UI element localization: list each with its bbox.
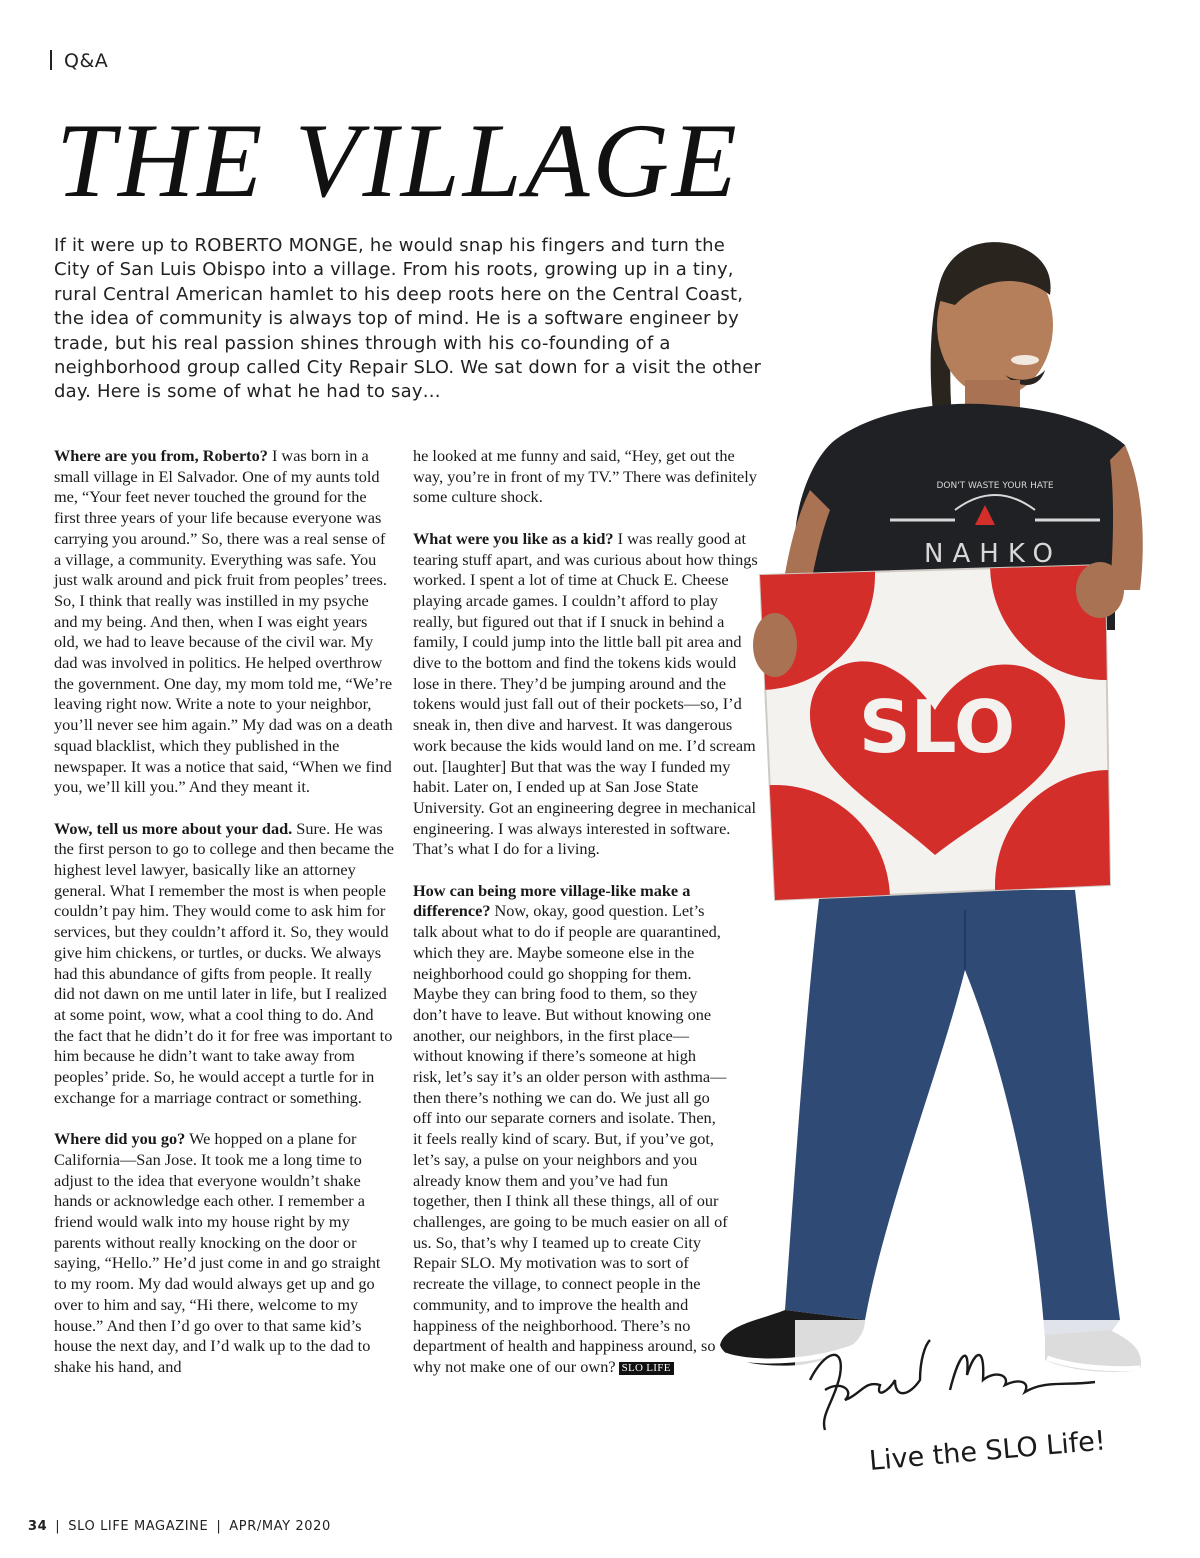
qa-paragraph-continued [413, 446, 758, 508]
footer-divider: | [55, 1519, 61, 1534]
page-footer [28, 1519, 331, 1534]
portrait-photo [715, 70, 1175, 1500]
issue-date: APR/MAY 2020 [229, 1519, 331, 1534]
signature-name: Roberto Monge [949, 1403, 1061, 1419]
section-divider [50, 50, 52, 70]
qa-paragraph [54, 819, 394, 1109]
qa-paragraph [54, 1129, 394, 1377]
question: Wow, tell us more about your dad. [54, 818, 293, 838]
answer: I was really good at tearing stuff apart, and was curious about how things worked. I spent a lot of time at Chuck E. Cheese playing arcade games. I couldn’t afford to play really, but figured out that if I snuck in behind a family, I could jump into the little ball pit area and dive to the bottom and find the tokens kids would lose in there. They’d be jumping around and the tokens would just fall out of their pockets—so, I’d sneak in, then dive and harvest. It was dangerous work because the kids would land on me. I’d scream out. [laughter] But that was the way I funded my habit. Later on, I ended up at San Jose State University. Got an engineering degree in mechanical engineering. I was always interested in software. That’s what I do for a living. [413, 528, 758, 859]
shirt-slogan: DON'T WASTE YOUR HATE [936, 481, 1054, 491]
question: What were you like as a kid? [413, 528, 614, 548]
article-column-right [413, 446, 758, 1398]
footer-divider: | [216, 1519, 222, 1534]
qa-paragraph [413, 881, 728, 1378]
end-mark-logo: SLO LIFE [619, 1362, 674, 1375]
question: Where are you from, Roberto? [54, 446, 268, 465]
signature-tagline: Live the SLO Life! [867, 1425, 1107, 1477]
qa-paragraph [413, 529, 758, 860]
answer: Sure. He was the first person to go to college and then became the highest level lawyer, basically like an attorney general. What I remember the most is when people couldn’t pay him. They would come to ask him for services, but they couldn’t afford it. So, they would give him chickens, or turtles, or ducks. We always had this abundance of gifts from people. It really did not dawn on me until later in life, but I realized at some point, wow, what a cool thing to do. And the fact that he didn’t do it for free was important to him because he didn’t want to take away from peoples’ pride. So, he would accept a turtle for in exchange for a marriage contract or something. [54, 818, 394, 1107]
signature [795, 1320, 1155, 1500]
sign-text: SLO [858, 685, 1016, 769]
answer: I was born in a small village in El Salvador. One of my aunts told me, “Your feet never touched the ground for the first three years of your life because everyone was carrying you around.” So, there was a real sense of a village, a community. Everything was safe. You just walk around and pick fruit from peoples’ trees. So, I think that really was instilled in my psyche and my being. And then, when I was eight years old, we had to leave because of the civil war. My dad was involved in politics. He helped overthrow the government. One day, my mom told me, “We’re leaving right now. Write a note to your neighbor, you’ll never see him again.” My dad was on a death squad blacklist, which they published in the newspaper. It was a notice that said, “When we find you, we’ll kill you.” And they meant it. [54, 446, 393, 797]
page-number: 34 [28, 1519, 48, 1534]
answer: he looked at me funny and said, “Hey, get out the way, you’re in front of my TV.” There was definitely some culture shock. [413, 446, 757, 507]
magazine-name: SLO LIFE MAGAZINE [68, 1519, 209, 1534]
answer: Now, okay, good question. Let’s talk about what to do if people are quarantined, which they are. Maybe someone else in the neighborhood could go shopping for them. Maybe they can bring food to them, so they don’t have to leave. But without knowing one another, our neighbors, in the first place—without knowing if there’s someone at high risk, let’s say it’s an older person with asthma—then there’s nothing we can do. We just all go off into our separate corners and isolate. Then, it feels really kind of scary. But, if you’ve got, let’s say, a pulse on your neighbors and you already know them and you’ve had fun together, then I think all these things, all of our challenges, are going to be much easier on all of us. So, that’s why I teamed up to create City Repair SLO. My motivation was to sort of recreate the village, to connect people in the community, and to improve the health and happiness of the neighborhood. There’s no department of health and happiness around, so why not make one of our own? [413, 901, 728, 1376]
question: Where did you go? [54, 1129, 186, 1149]
question: How can being more village-like make a difference? [413, 880, 691, 921]
article-intro: If it were up to ROBERTO MONGE, he would snap his fingers and turn the City of San Luis Obispo into a village. From his roots, growing up in a tiny, rural Central American hamlet to his deep roots here on the Central Coast, the idea of community is always top of mind. He is a software engineer by trade, but his real passion shines through with his co-founding of a neighborhood group called City Repair SLO. We sat down for a visit the other day. Here is some of what he had to say… [54, 235, 762, 403]
article-column-left [54, 446, 394, 1398]
article-title: THE VILLAGE [56, 102, 740, 219]
shirt-brand: NAHKO [924, 539, 1062, 569]
qa-paragraph [54, 446, 394, 798]
section-name: Q&A [64, 50, 109, 72]
section-label [50, 50, 108, 72]
answer: We hopped on a plane for California—San Jose. It took me a long time to adjust to the idea that everyone wouldn’t shake hands or acknowledge each other. I remember a friend would walk into my house right by my parents without really knocking on the door or saying, “Hello.” He’d just come in and go straight to my room. My dad would always get up and go over to him and say, “Hi there, welcome to my house.” And then I’d go over to that same kid’s house the next day, and I’d walk up to the dad to shake his hand, and [54, 1129, 381, 1376]
